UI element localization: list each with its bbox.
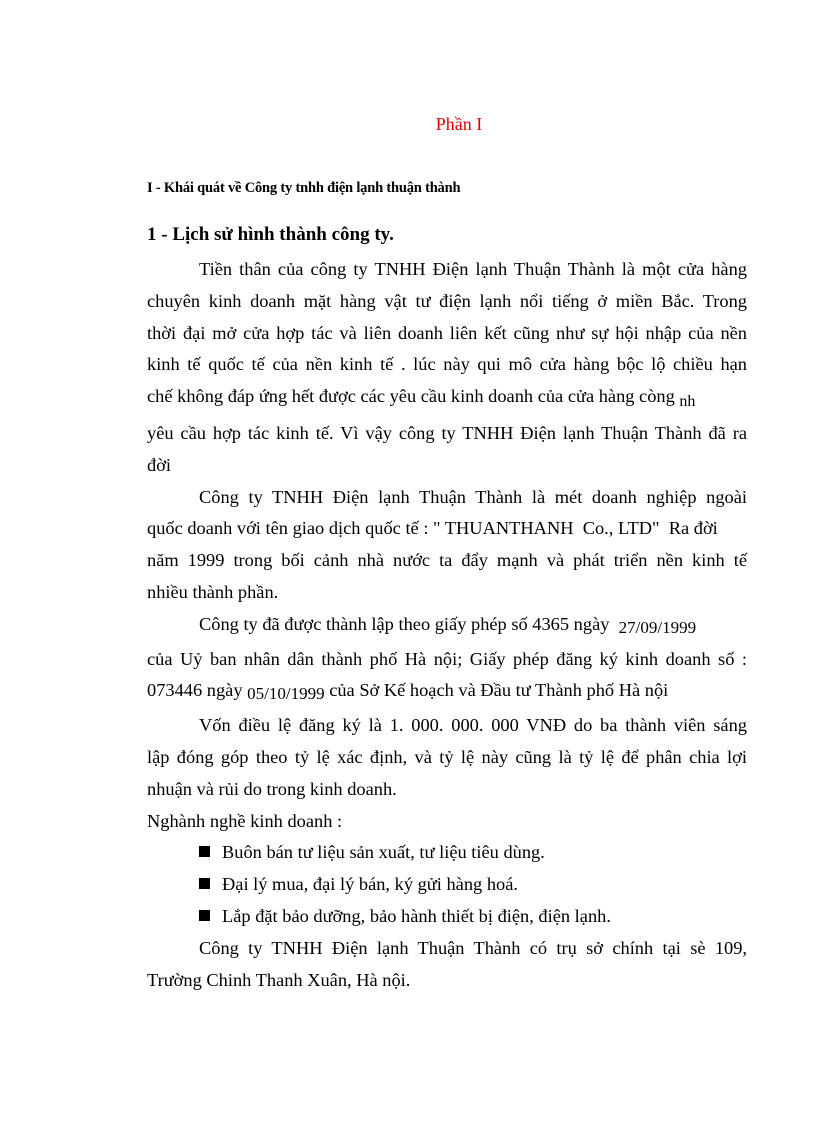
list-item-text: Lắp đặt bảo dưỡng, bảo hành thiết bị điện, điện lạnh. [222,905,611,926]
paragraph-history [147,254,747,482]
text-line: Nghành nghề kinh doanh : [147,810,343,831]
list-item [147,837,747,869]
text-line: nhuận và rủi do trong kinh doanh. [147,778,397,799]
text-fragment: Công ty đã được thành lập theo giấy phép số 4365 ngày [199,613,610,634]
text-line: Công ty TNHH Điện lạnh Thuận Thành là mét doanh nghiệp ngoài [199,486,747,507]
list-item [147,901,747,933]
text-fragment: của Sở Kế hoạch và Đầu tư Thành phố Hà nội [329,680,669,701]
text-line [147,609,747,644]
text-line: Trường Chinh Thanh Xuân, Hà nội. [147,969,411,990]
business-label [147,806,747,838]
registration-date: 05/10/1999 [247,684,325,704]
text-line: của Uỷ ban nhân dân thành phố Hà nội; Giấy phép đăng ký kinh doanh số : [147,648,747,669]
text-line: năm 1999 trong bối cảnh nhà nước ta đẩy mạnh và phát triển nền kinh tế [147,550,747,571]
business-list [147,837,747,932]
list-item-text: Buôn bán tư liệu sản xuất, tư liệu tiêu dùng. [222,842,545,863]
text-fragment: 073446 ngày [147,680,243,701]
text-fragment: chế không đáp ứng hết được các yêu cầu kinh doanh của cửa hàng còng [147,386,675,407]
body-text [147,254,747,996]
text-line: lập đóng góp theo tỷ lệ xác định, và tỷ lệ này cũng là tỷ lệ để phân chia lợi [147,746,747,767]
text-line [147,675,747,710]
square-bullet-icon [199,910,210,921]
sub-heading: 1 - Lịch sử hình thành công ty. [147,224,394,245]
square-bullet-icon [199,846,210,857]
paragraph-capital [147,710,747,805]
paragraph-company-name [147,482,747,609]
square-bullet-icon [199,878,210,889]
license-date: 27/09/1999 [618,617,697,637]
part-title: Phần I [435,114,483,134]
list-item [147,869,747,901]
text-line: quốc doanh với tên giao dịch quốc tế : " THUANTHANH Co., LTD" Ra đời [147,518,718,539]
text-line: Vốn điều lệ đăng ký là 1. 000. 000. 000 VNĐ do ba thành viên sáng [199,715,747,736]
text-line: thời đại mở cửa hợp tác và liên doanh liên kết cũng như sự hội nhập của nền [147,322,747,343]
paragraph-license [147,609,747,710]
paragraph-headquarters [147,933,747,997]
text-line [147,381,747,418]
text-line: nhiều thành phần. [147,581,279,602]
text-line: yêu cầu hợp tác kinh tế. Vì vậy công ty TNHH Điện lạnh Thuận Thành đã ra [147,422,747,443]
text-line: Tiền thân của công ty TNHH Điện lạnh Thuận Thành là một cửa hàng [199,259,747,279]
text-line: kinh tế quốc tế của nền kinh tế . lúc này qui mô cửa hàng bộc lộ chiều hạn [147,354,747,375]
text-line: Công ty TNHH Điện lạnh Thuận Thành có trụ sở chính tại sè 109, [199,937,747,958]
section-heading: I - Khái quát về Công ty tnhh điện lạnh thuận thành [147,180,461,196]
list-item-text: Đại lý mua, đại lý bán, ký gửi hàng hoá. [222,874,518,895]
text-line: đời [147,454,172,475]
text-line: chuyên kinh doanh mặt hàng vật tư điện lạnh nổi tiếng ở miền Bắc. Trong [147,290,747,311]
text-fragment: nh [679,393,696,411]
